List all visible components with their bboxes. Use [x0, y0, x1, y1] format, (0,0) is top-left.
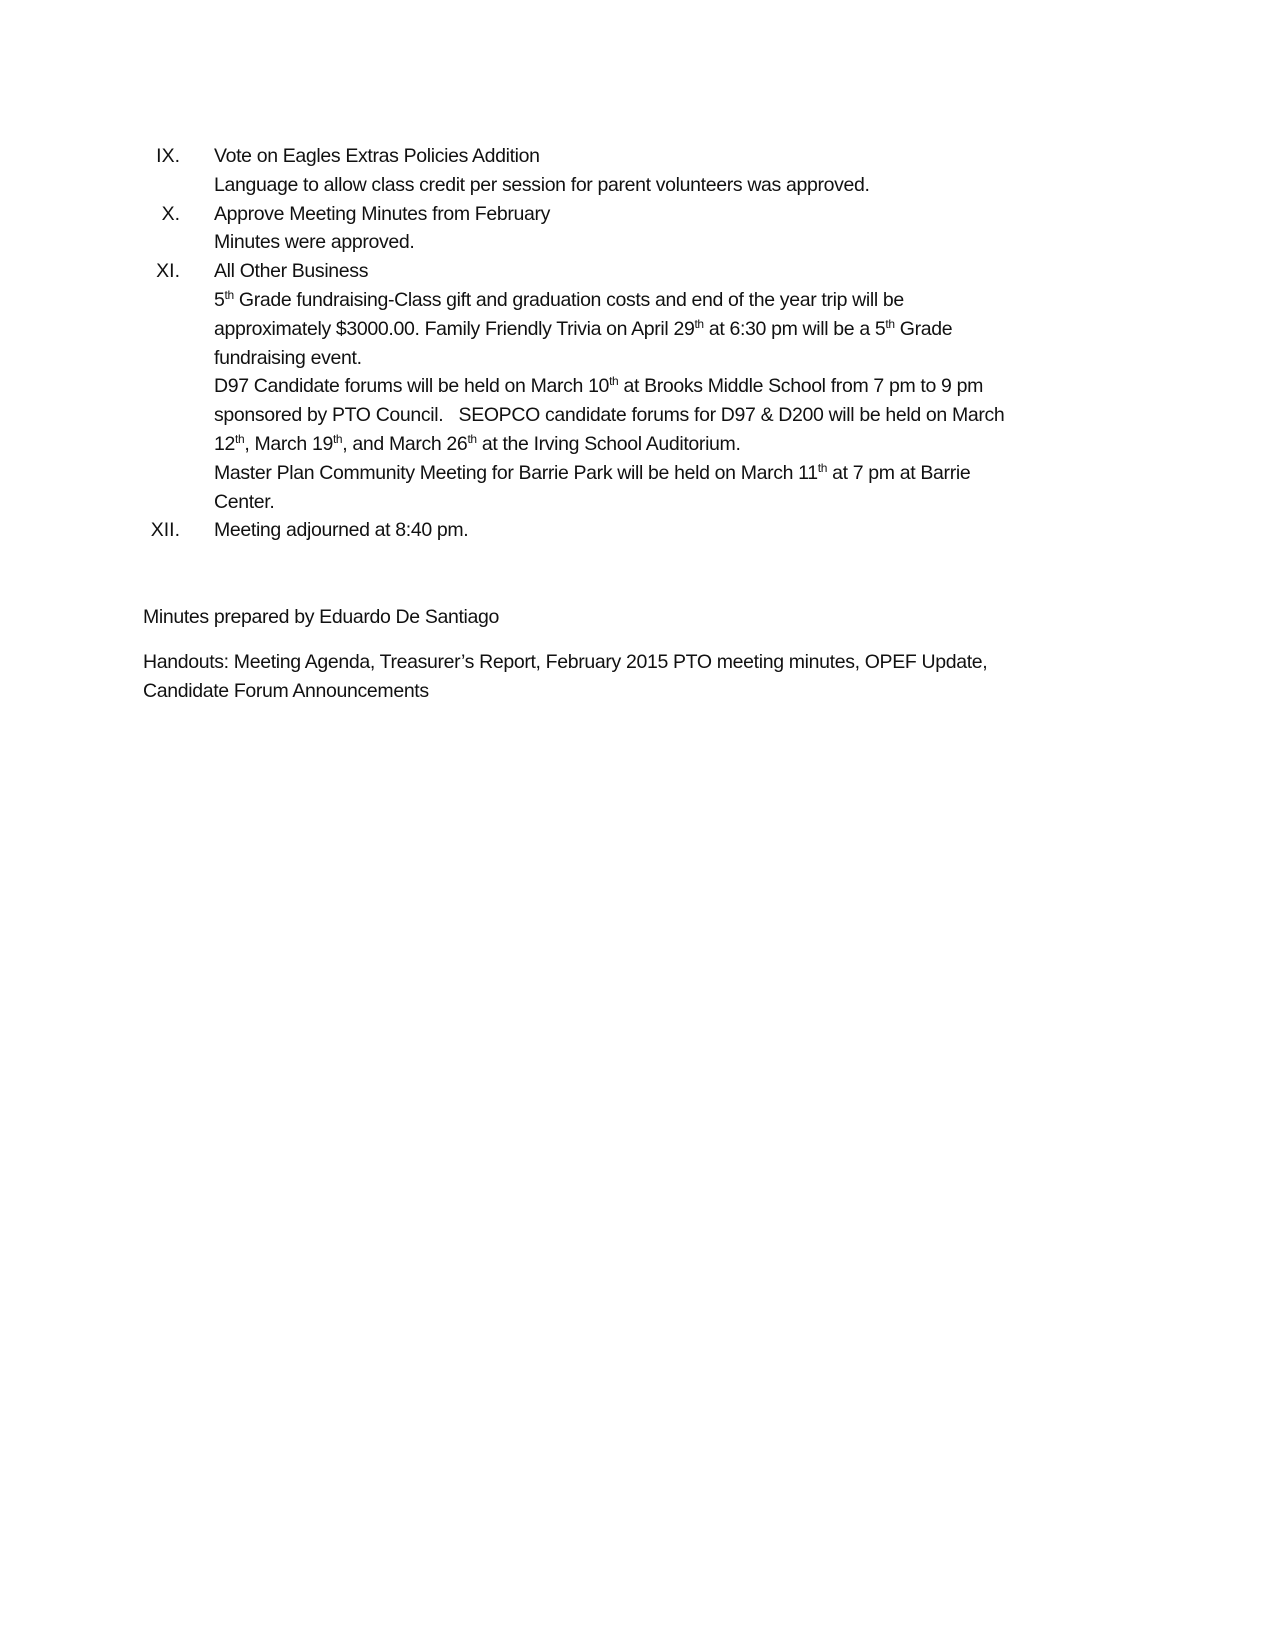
text-run: at 7 pm at Barrie [827, 461, 971, 484]
agenda-item-x [140, 200, 1060, 258]
text-run: Master Plan Community Meeting for Barrie Park will be held on March 11 [214, 461, 818, 484]
ordinal-suffix: th [332, 431, 343, 446]
item-title: All Other Business [214, 260, 369, 283]
fundraising-paragraph [214, 286, 1054, 372]
ordinal-suffix: th [467, 431, 477, 446]
ordinal-suffix: th [885, 316, 895, 331]
text-line: Center. [214, 490, 275, 513]
agenda-list [140, 142, 1060, 545]
text-run: 12 [214, 432, 235, 455]
text-run: , and March 26 [342, 432, 468, 455]
item-body [214, 516, 1054, 545]
item-title: Approve Meeting Minutes from February [214, 202, 551, 225]
text-run: Grade fundraising-Class gift and graduation costs and end of the year trip will be [233, 288, 904, 311]
text-run: at Brooks Middle School from 7 pm to 9 pm [618, 375, 984, 398]
master-plan-paragraph [214, 459, 1054, 517]
text-line [214, 430, 1054, 459]
ordinal-suffix: th [235, 431, 245, 446]
text-line: fundraising event. [214, 346, 362, 369]
item-numeral: IX. [156, 145, 180, 167]
item-numeral: XII. [150, 519, 180, 542]
text-run: , March 19 [244, 432, 333, 455]
ordinal-suffix: th [224, 287, 234, 302]
text-run: approximately $3000.00. Family Friendly Trivia on April 29 [214, 317, 695, 340]
item-body [214, 257, 1054, 516]
item-text: Minutes were approved. [214, 231, 415, 254]
candidate-forums-paragraph [214, 372, 1054, 458]
item-title: Meeting adjourned at 8:40 pm. [214, 519, 469, 542]
text-line [214, 459, 1054, 488]
item-body [214, 142, 1054, 200]
agenda-item-xi [140, 257, 1060, 516]
text-run: Grade [894, 317, 953, 340]
item-numeral: X. [161, 202, 180, 225]
text-run: at 6:30 pm will be a 5 [703, 317, 886, 340]
ordinal-suffix: th [609, 374, 619, 389]
ordinal-suffix: th [694, 316, 704, 331]
text-line [214, 372, 1054, 401]
text-line [214, 315, 1054, 344]
item-title: Vote on Eagles Extras Policies Addition [214, 145, 540, 167]
handouts-line: Candidate Forum Announcements [143, 679, 429, 702]
text-line: sponsored by PTO Council. SEOPCO candidate forums for D97 & D200 will be held on March [214, 404, 1005, 427]
text-line [214, 286, 1054, 315]
agenda-item-ix [140, 142, 1060, 200]
text-run: 5 [214, 288, 225, 311]
handouts [143, 648, 987, 706]
item-text: Language to allow class credit per session for parent volunteers was approved. [214, 173, 870, 196]
item-numeral: XI. [156, 260, 180, 283]
ordinal-suffix: th [817, 460, 828, 475]
prepared-by: Minutes prepared by Eduardo De Santiago [143, 606, 500, 628]
text-run: at the Irving School Auditorium. [476, 432, 741, 455]
handouts-line: Handouts: Meeting Agenda, Treasurer’s Report, February 2015 PTO meeting minutes, OPEF Update, [143, 651, 988, 673]
item-body [214, 200, 1054, 258]
agenda-item-xii [140, 516, 1060, 545]
text-run: D97 Candidate forums will be held on March 10 [214, 375, 610, 398]
